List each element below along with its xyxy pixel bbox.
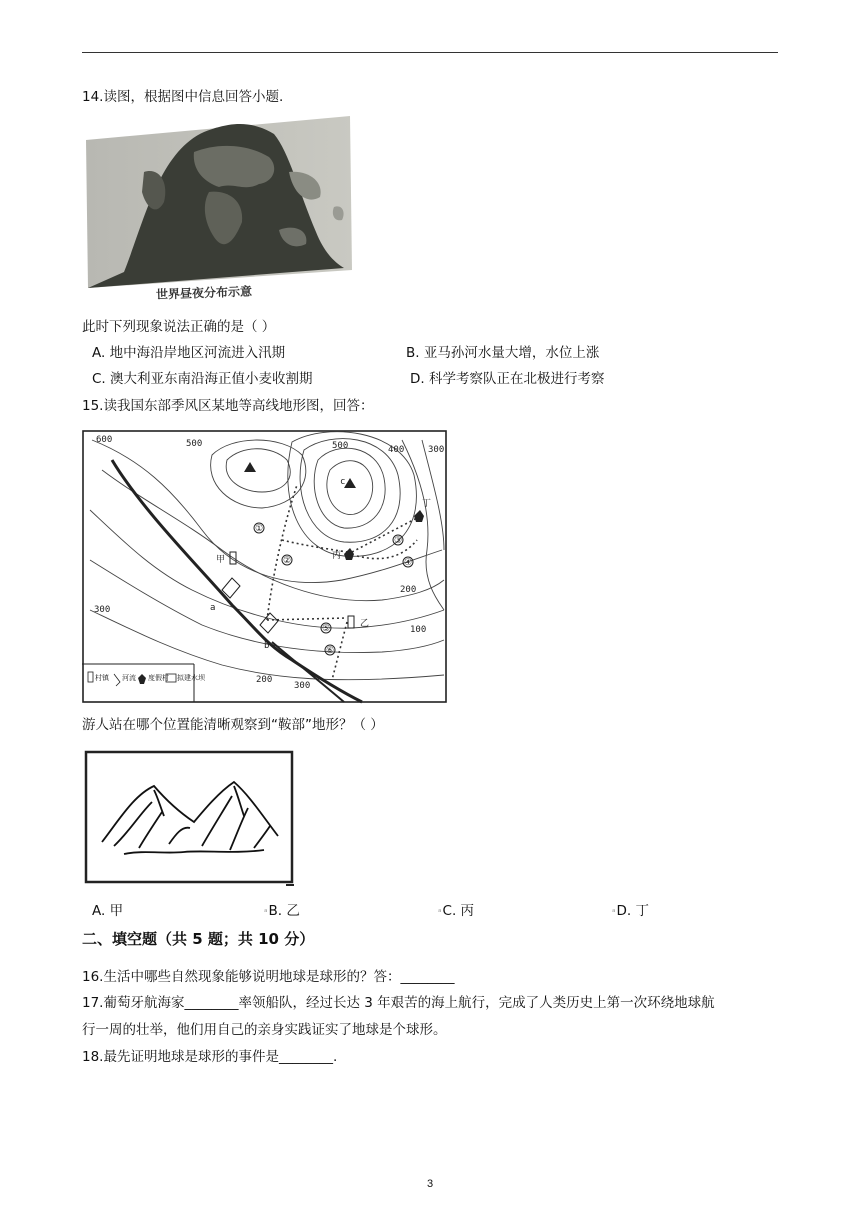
contour-label: 600 [96,435,113,445]
circled-number: ① [255,524,264,534]
world-day-night-figure [84,112,354,302]
circled-number: ⑤ [322,624,331,634]
world-day-night-map-image [84,112,354,302]
q17-line2: 行一周的壮举，他们用自己的亲身实践证实了地球是个球形。 [82,1022,447,1038]
q15-option-c[interactable]: ᵃC. 丙 [438,903,475,919]
contour-label: 500 [332,441,349,451]
place-label-yi: 乙 [360,619,370,629]
option-marker-icon: ᵃ [264,908,268,918]
q14-option-c[interactable]: C. 澳大利亚东南沿海正值小麦收割期 [92,371,313,387]
section-heading: 二、填空题（共 5 题；共 10 分） [82,930,315,948]
q17-line1: 17.葡萄牙航海家________率领船队，经过长达 3 年艰苦的海上航行，完成了人类历史上第一次环绕地球航 [82,995,715,1011]
place-label-jia: 甲 [216,555,226,565]
peak-label: c [340,477,346,487]
circled-number: ④ [404,558,413,568]
contour-map-figure [82,430,448,704]
contour-label: 500 [186,439,203,449]
legend-dam: 拟建水坝 [177,674,205,682]
q18-text: 18.最先证明地球是球形的事件是________. [82,1049,338,1065]
legend-river: 河流 [122,674,136,682]
place-label-ding: 丁 [422,499,432,509]
legend-village: 村镇 [95,674,109,682]
q15-prompt: 游人站在哪个位置能清晰观察到“鞍部”地形？（ ） [82,717,384,733]
q14-option-b[interactable]: B. 亚马孙河水量大增，水位上涨 [406,345,600,361]
q14-option-d[interactable]: D. 科学考察队正在北极进行考察 [410,371,605,387]
circled-number: ③ [394,536,403,546]
contour-label: 300 [428,445,445,455]
page-number: 3 [426,1178,434,1190]
circled-number: ② [283,556,292,566]
contour-label: 200 [400,585,417,595]
point-label-a: a [210,603,216,613]
q15-stem: 15.读我国东部季风区某地等高线地形图，回答： [82,398,374,414]
q16-text: 16.生活中哪些自然现象能够说明地球是球形的？答：________ [82,969,455,985]
q14-stem: 14.读图，根据图中信息回答小题. [82,89,284,105]
saddle-sketch-figure [84,750,296,888]
figure-caption: 世界昼夜分布示意 [155,284,253,302]
contour-label: 300 [94,605,111,615]
q15-option-a[interactable]: A. 甲 [92,903,124,919]
q15-option-b[interactable]: ᵃB. 乙 [264,903,300,919]
q15-option-d[interactable]: ᵃD. 丁 [612,903,650,919]
saddle-mountains-image [84,750,296,888]
contour-label: 300 [294,681,311,691]
contour-label: 400 [388,445,405,455]
q14-prompt: 此时下列现象说法正确的是（ ） [82,319,276,335]
contour-map [82,430,448,704]
legend-resort: 度假村 [148,674,169,682]
contour-label: 200 [256,675,273,685]
q14-option-a[interactable]: A. 地中海沿岸地区河流进入汛期 [92,345,286,361]
point-label-b: b [264,641,270,651]
option-marker-icon: ᵃ [438,908,442,918]
option-marker-icon: ᵃ [612,908,616,918]
place-label-bing: 丙 [332,551,342,561]
circled-number: ⑥ [326,646,335,656]
header-rule [82,52,778,53]
contour-label: 100 [410,625,427,635]
